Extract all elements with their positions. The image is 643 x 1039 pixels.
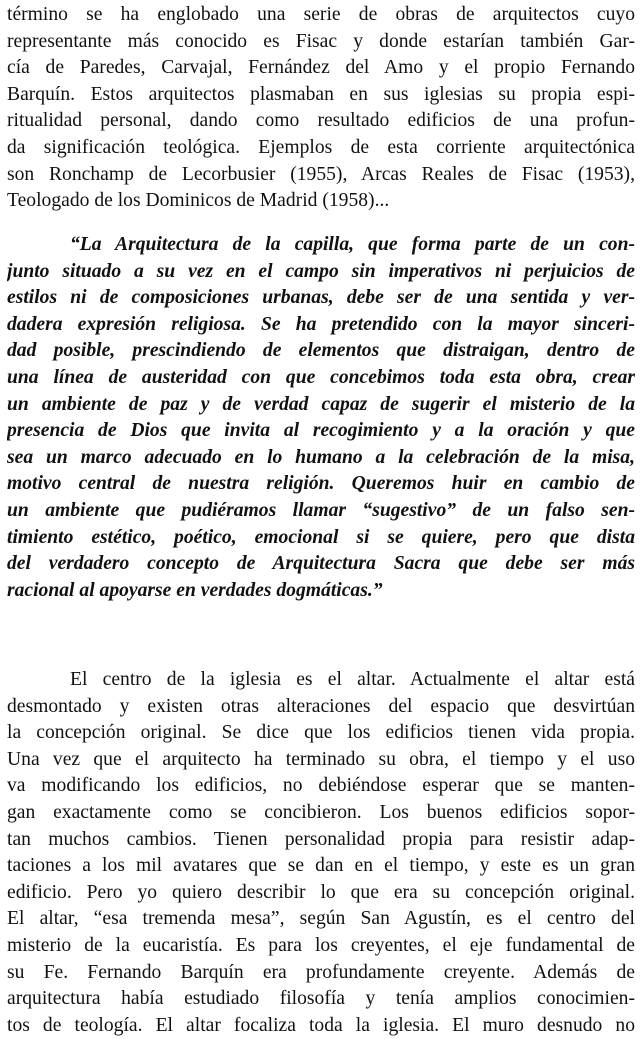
text-line: da significación teológica. Ejemplos de esta corriente arquitectónica bbox=[7, 136, 635, 158]
text-line: ritualidad personal, dando como resultado edificios de una profun- bbox=[7, 110, 635, 132]
quote-line: estilos ni de composiciones urbanas, debe ser de una sentida y ver- bbox=[7, 287, 635, 309]
text-line: El centro de la iglesia es el altar. Actualmente el altar está bbox=[70, 669, 635, 690]
quote-line: dad posible, prescindiendo de elementos que distraigan, dentro de bbox=[7, 340, 635, 362]
text-line: representante más conocido es Fisac y donde estarían también Gar- bbox=[7, 30, 635, 52]
text-line: Barquín. Estos arquitectos plasmaban en sus iglesias su propia espi- bbox=[7, 83, 635, 105]
text-line: misterio de la eucaristía. Es para los creyentes, el eje fundamental de bbox=[7, 934, 635, 956]
quote-line: un ambiente que pudiéramos llamar “sugestivo” de un falso sen- bbox=[7, 499, 635, 521]
quote-line: racional al apoyarse en verdades dogmáticas.” bbox=[7, 579, 383, 601]
text-line: término se ha englobado una serie de obras de arquitectos cuyo bbox=[7, 4, 635, 25]
text-line: edificio. Pero yo quiero describir lo que era su concepción original. bbox=[7, 881, 635, 903]
text-line: tos de teología. El altar focaliza toda la iglesia. El muro desnudo no bbox=[7, 1014, 635, 1036]
text-line: cía de Paredes, Carvajal, Fernández del Amo y el propio Fernando bbox=[7, 57, 635, 79]
quote-line: junto situado a su vez en el campo sin imperativos ni perjuicios de bbox=[7, 260, 635, 282]
quote-line: sea un marco adecuado en lo humano a la celebración de la misa, bbox=[7, 446, 635, 468]
text-line: son Ronchamp de Lecorbusier (1955), Arcas Reales de Fisac (1953), bbox=[7, 163, 635, 185]
text-line: la concepción original. Se dice que los edificios tienen vida propia. bbox=[7, 722, 635, 744]
text-line: Una vez que el arquitecto ha terminado su obra, el tiempo y el uso bbox=[7, 748, 635, 770]
text-line: gan exactamente como se concibieron. Los buenos edificios sopor- bbox=[7, 801, 635, 823]
quote-line: una línea de austeridad con que concebimos toda esta obra, crear bbox=[7, 366, 635, 388]
block-quote bbox=[7, 232, 635, 604]
text-line: taciones a los mil avatares que se dan en el tiempo, y este es un gran bbox=[7, 855, 635, 877]
text-line: El altar, “esa tremenda mesa”, según San Agustín, es el centro del bbox=[7, 908, 635, 930]
quote-line: dadera expresión religiosa. Se ha pretendido con la mayor sinceri- bbox=[7, 313, 635, 335]
quote-line: “La Arquitectura de la capilla, que forma parte de un con- bbox=[70, 234, 635, 255]
quote-line: presencia de Dios que invita al recogimiento y a la oración y que bbox=[7, 420, 635, 442]
text-line: arquitectura había estudiado filosofía y tenía amplios conocimien- bbox=[7, 988, 635, 1010]
quote-line: timiento estético, poético, emocional si se quiere, pero que dista bbox=[7, 526, 635, 548]
body-paragraph-1 bbox=[7, 2, 635, 215]
quote-line: motivo central de nuestra religión. Queremos huir en cambio de bbox=[7, 473, 635, 495]
text-line: va modificando los edificios, no debiéndose esperar que se manten- bbox=[7, 775, 635, 797]
text-line: desmontado y existen otras alteraciones del espacio que desvirtúan bbox=[7, 695, 635, 717]
text-line: su Fe. Fernando Barquín era profundamente creyente. Además de bbox=[7, 961, 635, 983]
text-line: tan muchos cambios. Tienen personalidad propia para resistir adap- bbox=[7, 828, 635, 850]
quote-line: un ambiente de paz y de verdad capaz de sugerir el misterio de la bbox=[7, 393, 635, 415]
body-paragraph-2 bbox=[7, 667, 635, 1039]
text-line: Teologado de los Dominicos de Madrid (1958)... bbox=[7, 190, 390, 212]
quote-line: del verdadero concepto de Arquitectura Sacra que debe ser más bbox=[7, 553, 635, 575]
